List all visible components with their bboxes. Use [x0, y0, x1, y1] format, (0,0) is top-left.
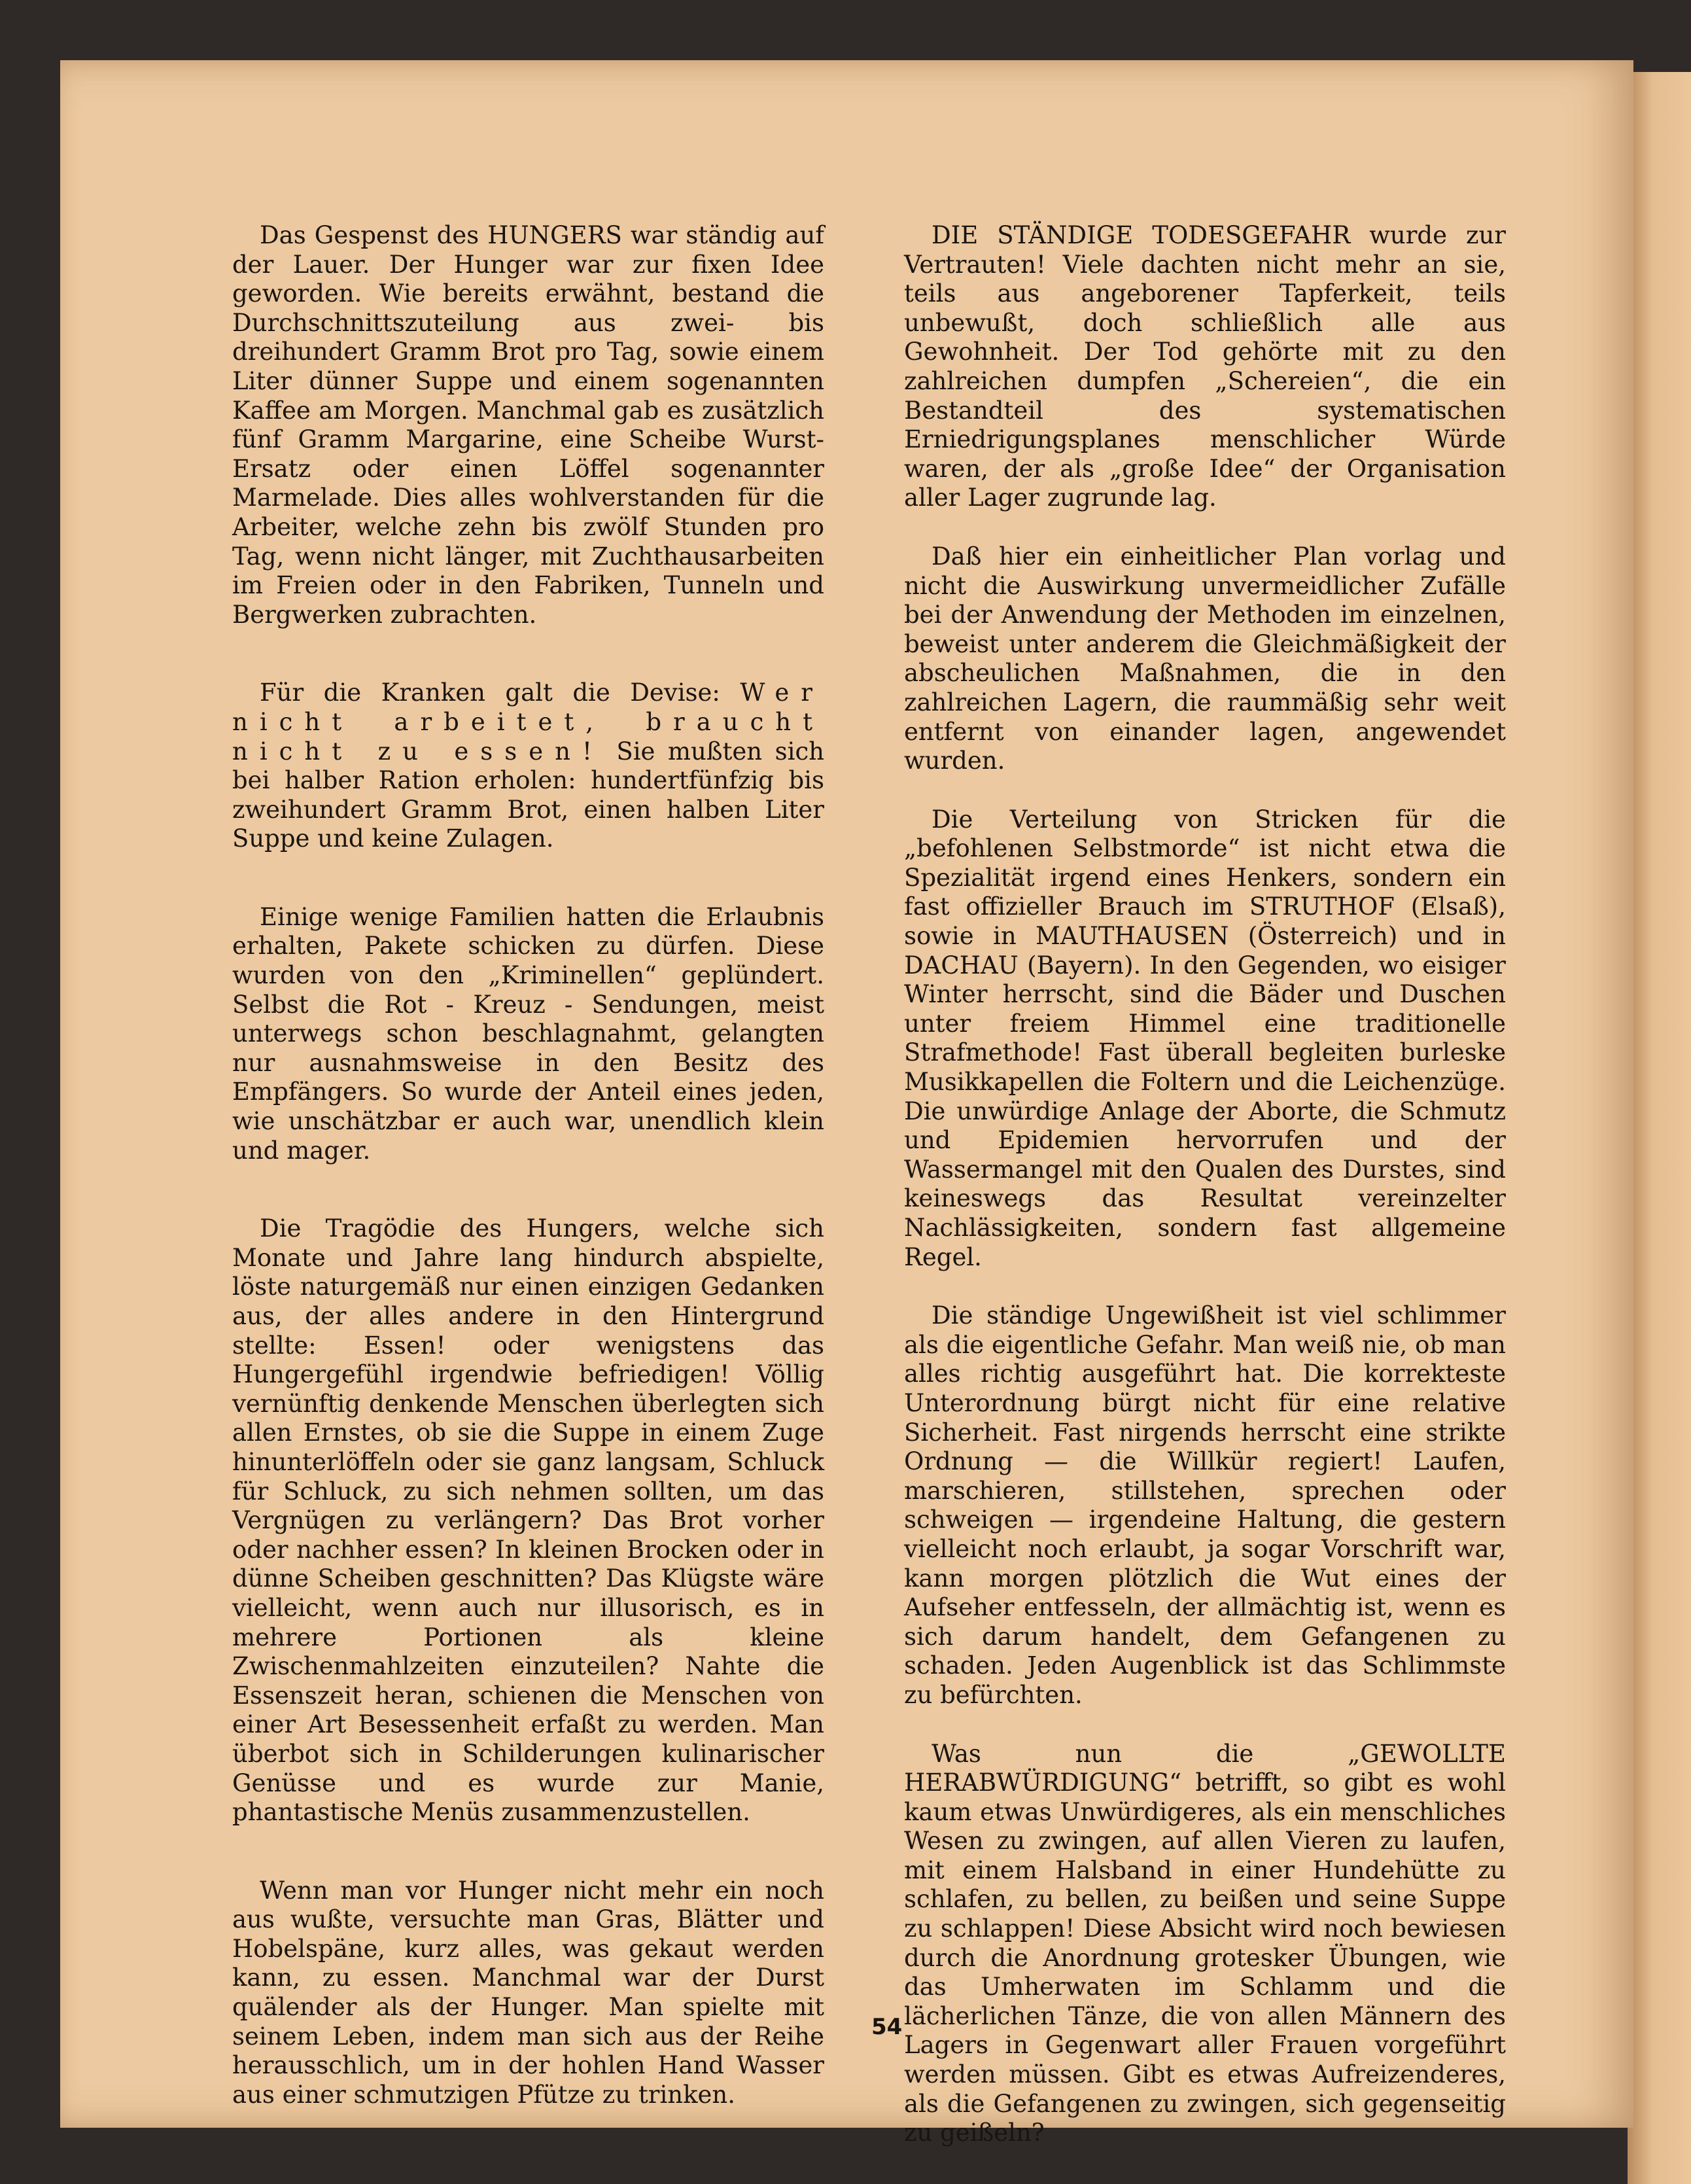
paragraph-tragedy: Die Tragödie des Hungers, welche sich Monate und Jahre lang hindurch abspielte, löste naturgemäß nur einen einzigen Gedanken aus, der alles andere in den Hintergrund stellte: Essen! oder wenigstens das Hungergefühl irgendwie befriedigen! Völlig vernünftig denkende Menschen überlegten sich allen Ernstes, ob sie die Suppe in einem Zuge hinunterlöffeln oder sie ganz langsam, Schluck für Schluck, zu sich nehmen sollten, um das Vergnügen zu verlängern? Das Brot vorher oder nachher essen? In kleinen Brocken oder in dünne Scheiben geschnitten? Das Klügste wäre vielleicht, wenn auch nur illusorisch, es in mehrere Portionen als kleine Zwischenmahlzeiten einzuteilen? Nahte die Essenszeit heran, schienen die Menschen von einer Art Besessenheit erfaßt zu werden. Man überbot sich in Schilderungen kulinarischer Genüsse und es wurde zur Manie, phantastische Menüs zusammenzustellen. [232, 1214, 824, 1827]
sick-rest: Sie mußten sich bei halber Ration erholen: hundertfünfzig bis zweihundert Gramm Brot, einen halben Liter Suppe und keine Zulagen. [232, 737, 824, 853]
sick-intro: Für die Kranken galt die Devise: [260, 678, 741, 707]
paragraph-parcels: Einige wenige Familien hatten die Erlaubnis erhalten, Pakete schicken zu dürfen. Diese wurden von den „Kriminellen“ geplündert. Selbst die Rot - Kreuz - Sendungen, meist unterwegs schon beschlagnahmt, gelangten nur ausnahmsweise in den Besitz des Empfängers. So wurde der Anteil eines jeden, wie unschätzbar er auch war, unendlich klein und mager. [232, 902, 824, 1165]
left-column [232, 221, 824, 2109]
paragraph-death-danger: DIE STÄNDIGE TODESGEFAHR wurde zur Vertrauten! Viele dachten nicht mehr an sie, teils aus angeborener Tapferkeit, teils unbewußt, doch schließlich alle aus Gewohnheit. Der Tod gehörte mit zu den zahlreichen dumpfen „Schereien“, die ein Bestandteil des systematischen Erniedrigungsplanes menschlicher Würde waren, der als „große Idee“ der Organisation aller Lager zugrunde lag. [904, 221, 1506, 512]
next-page-edge [1628, 72, 1691, 2184]
page-number: 54 [871, 2014, 903, 2040]
right-column [904, 221, 1506, 2148]
paragraph-uncertainty: Die ständige Ungewißheit ist viel schlimmer als die eigentliche Gefahr. Man weiß nie, ob man alles richtig ausgeführt hat. Die korrekteste Unterordnung bürgt nicht für eine relative Sicherheit. Fast nirgends herrscht eine strikte Ordnung — die Willkür regiert! Laufen, marschieren, stillstehen, sprechen oder schweigen — irgendeine Haltung, die gestern vielleicht noch erlaubt, ja sogar Vorschrift war, kann morgen plötzlich die Wut eines der Aufseher entfesseln, der allmächtig ist, wenn es sich darum handelt, dem Gefangenen zu schaden. Jeden Augenblick ist das Schlimmste zu befürchten. [904, 1301, 1506, 1709]
paragraph-hunger: Das Gespenst des HUNGERS war ständig auf der Lauer. Der Hunger war zur fixen Idee geworden. Wie bereits erwähnt, bestand die Durchschnittszuteilung aus zwei- bis dreihundert Gramm Brot pro Tag, sowie einem Liter dünner Suppe und einem sogenannten Kaffee am Morgen. Manchmal gab es zusätzlich fünf Gramm Margarine, eine Scheibe Wurst-Ersatz oder einen Löffel sogenannter Marmelade. Dies alles wohlverstanden für die Arbeiter, welche zehn bis zwölf Stunden pro Tag, wenn nicht länger, mit Zuchthausarbeiten im Freien oder in den Fabriken, Tunneln und Bergwerken zubrachten. [232, 221, 824, 629]
paragraph-thirst: Wenn man vor Hunger nicht mehr ein noch aus wußte, versuchte man Gras, Blätter und Hobelspäne, kurz alles, was gekaut werden kann, zu essen. Manchmal war der Durst quälender als der Hunger. Man spielte mit seinem Leben, indem man sich aus der Reihe herausschlich, um in der hohlen Hand Wasser aus einer schmutzigen Pfütze zu trinken. [232, 1876, 824, 2109]
paragraph-ropes: Die Verteilung von Stricken für die „befohlenen Selbstmorde“ ist nicht etwa die Spezialität irgend eines Henkers, sondern ein fast offizieller Brauch im STRUTHOF (Elsaß), sowie in MAUTHAUSEN (Österreich) und in DACHAU (Bayern). In den Gegenden, wo eisiger Winter herrscht, sind die Bäder und Duschen unter freiem Himmel eine traditionelle Strafmethode! Fast überall begleiten burleske Musikkapellen die Foltern und die Leichenzüge. Die unwürdige Anlage der Aborte, die Schmutz und Epidemien hervorrufen und der Wassermangel mit den Qualen des Durstes, sind keineswegs das Resultat vereinzelter Nachlässigkeiten, sondern fast allgemeine Regel. [904, 805, 1506, 1271]
sick-motto: Wer nicht arbeitet, braucht nicht zu essen! [232, 678, 824, 766]
paragraph-plan: Daß hier ein einheitlicher Plan vorlag und nicht die Auswirkung unvermeidlicher Zufälle bei der Anwendung der Methoden im einzelnen, beweist unter anderem die Gleichmäßigkeit der abscheulichen Maßnahmen, die in den zahlreichen Lagern, die raummäßig sehr weit entfernt von einander lagen, angewendet wurden. [904, 542, 1506, 775]
paragraph-sick [232, 678, 824, 854]
paragraph-humiliation: Was nun die „GEWOLLTE HERABWÜRDIGUNG“ betrifft, so gibt es wohl kaum etwas Unwürdigeres, als ein menschliches Wesen zu zwingen, auf allen Vieren zu laufen, mit einem Halsband in einer Hundehütte zu schlafen, zu bellen, zu beißen und seine Suppe zu schlappen! Diese Absicht wird noch bewiesen durch die Anordnung grotesker Übungen, wie das Umherwaten im Schlamm und die lächerlichen Tänze, die von allen Männern des Lagers in Gegenwart aller Frauen vorgeführt werden müssen. Gibt es etwas Aufreizenderes, als die Gefangenen zu zwingen, sich gegenseitig zu geißeln? [904, 1739, 1506, 2147]
